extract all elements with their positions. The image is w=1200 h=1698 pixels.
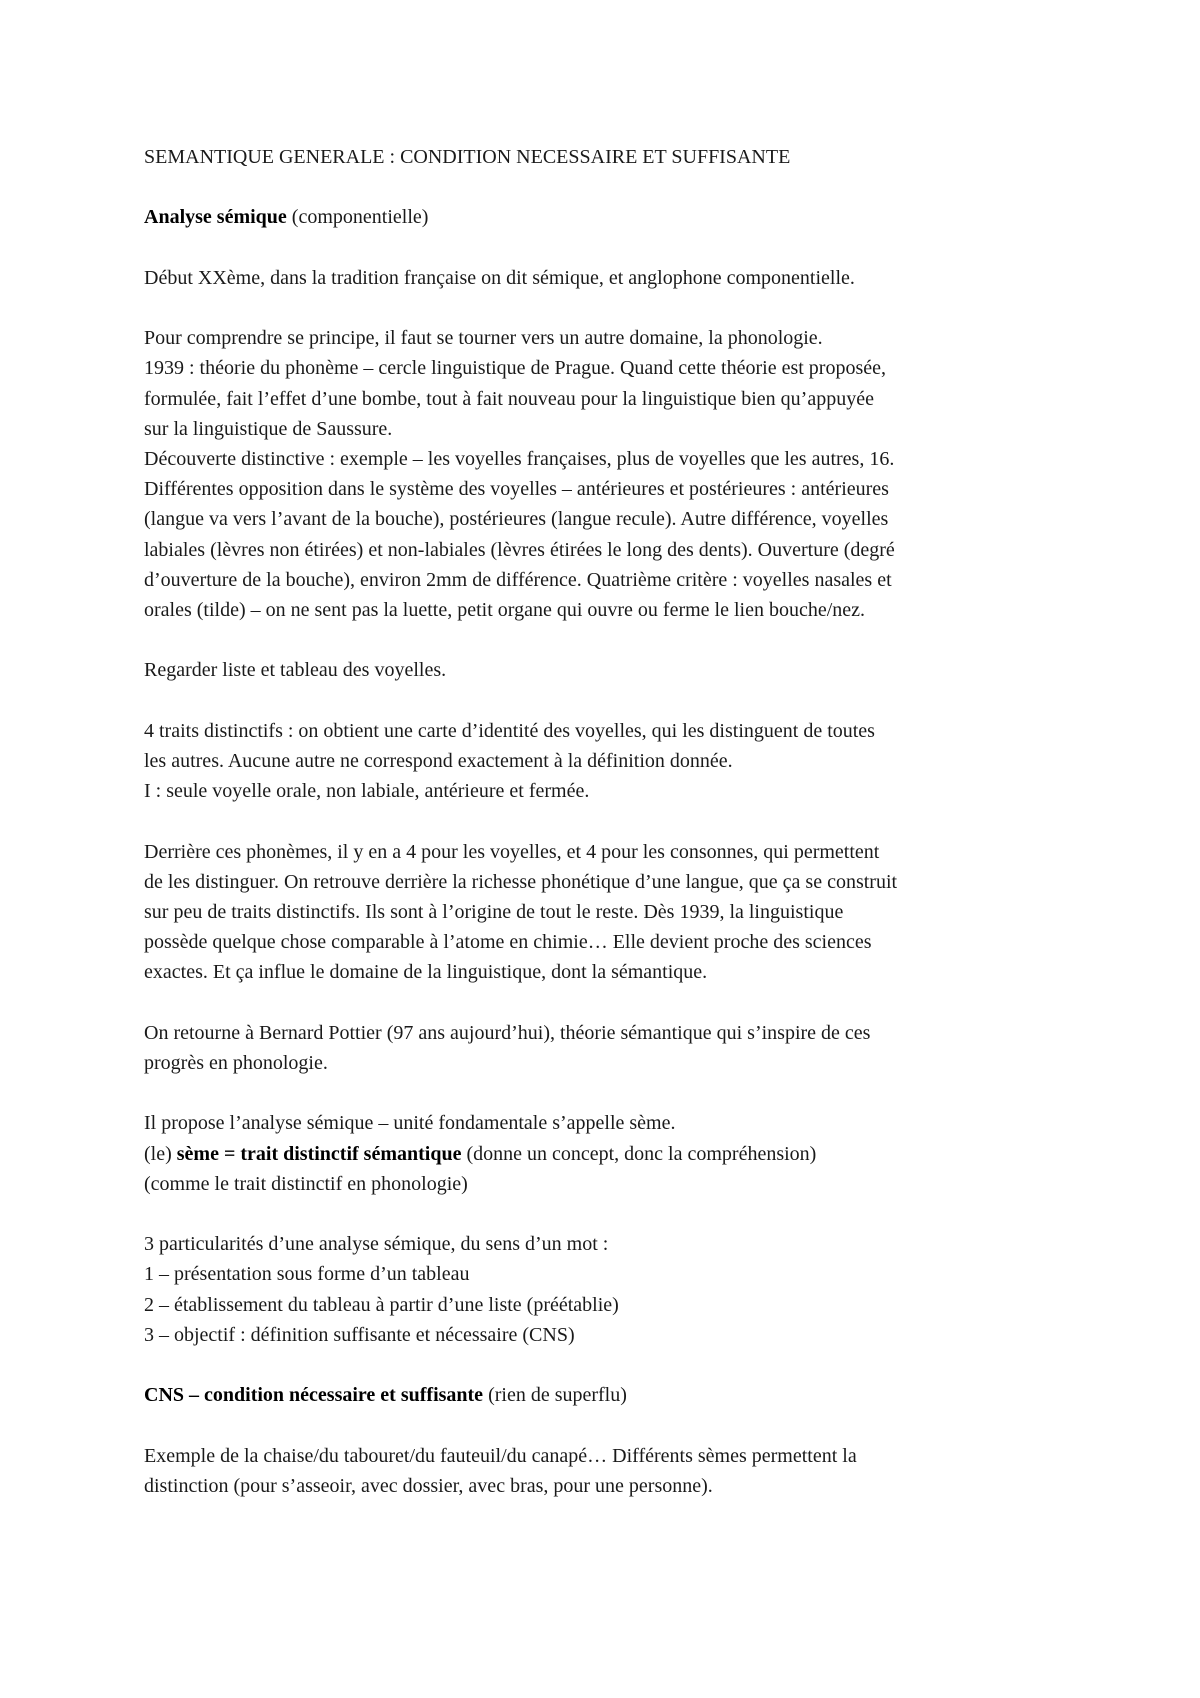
analyse-heading-rest: (componentielle) — [286, 206, 429, 229]
paragraph-line: sur la linguistique de Saussure. — [144, 417, 393, 440]
document-page — [144, 142, 1064, 1501]
cns-heading — [144, 1380, 1064, 1410]
paragraph-line: Il propose l’analyse sémique – unité fondamentale s’appelle sème. — [144, 1112, 676, 1135]
list-item: 1 – présentation sous forme d’un tableau — [144, 1263, 470, 1286]
seme-definition-line — [144, 1139, 1064, 1169]
paragraph-line: orales (tilde) – on ne sent pas la luette, petit organe qui ouvre ou ferme le lien bouche/nez. — [144, 599, 866, 621]
paragraph-line: Derrière ces phonèmes, il y en a 4 pour les voyelles, et 4 pour les consonnes, qui permettent — [144, 840, 880, 863]
list-item: 3 – objectif : définition suffisante et nécessaire (CNS) — [144, 1323, 575, 1346]
paragraph-line: 4 traits distinctifs : on obtient une carte d’identité des voyelles, qui les distinguent de toutes — [144, 719, 875, 742]
seme-definition-bold: sème = trait distinctif sémantique — [176, 1142, 462, 1165]
seme-prefix: (le) — [144, 1142, 177, 1165]
paragraph-line: progrès en phonologie. — [144, 1051, 328, 1074]
paragraph-line: Découverte distinctive : exemple – les voyelles françaises, plus de voyelles que les autres, 16. — [144, 447, 895, 470]
paragraph-line: d’ouverture de la bouche), environ 2mm de différence. Quatrième critère : voyelles nasales et — [144, 568, 892, 591]
analyse-heading-bold: Analyse sémique — [144, 206, 287, 229]
paragraph-line: exactes. Et ça influe le domaine de la linguistique, dont la sémantique. — [144, 961, 708, 984]
paragraph-line: 1939 : théorie du phonème – cercle linguistique de Prague. Quand cette théorie est proposée, — [144, 357, 886, 380]
document-title: SEMANTIQUE GENERALE : CONDITION NECESSAIRE ET SUFFISANTE — [144, 146, 791, 168]
paragraph-line: les autres. Aucune autre ne correspond exactement à la définition donnée. — [144, 749, 733, 772]
paragraph-line: labiales (lèvres non étirées) et non-labiales (lèvres étirées le long des dents). Ouverture (degré — [144, 538, 895, 561]
paragraph-line: Exemple de la chaise/du tabouret/du fauteuil/du canapé… Différents sèmes permettent la — [144, 1444, 857, 1467]
paragraph-line: Pour comprendre se principe, il faut se tourner vers un autre domaine, la phonologie. — [144, 327, 823, 350]
paragraph-line: (comme le trait distinctif en phonologie) — [144, 1172, 468, 1195]
analyse-heading — [144, 202, 1064, 232]
list-item: 2 – établissement du tableau à partir d’une liste (préétablie) — [144, 1293, 619, 1316]
paragraph-line: I : seule voyelle orale, non labiale, antérieure et fermée. — [144, 780, 590, 803]
paragraph-regarder: Regarder liste et tableau des voyelles. — [144, 659, 447, 682]
paragraph-line: distinction (pour s’asseoir, avec dossier, avec bras, pour une personne). — [144, 1474, 713, 1497]
seme-suffix: (donne un concept, donc la compréhension) — [461, 1142, 817, 1165]
paragraph-line: de les distinguer. On retrouve derrière la richesse phonétique d’une langue, que ça se construit — [144, 870, 898, 893]
list-intro: 3 particularités d’une analyse sémique, du sens d’un mot : — [144, 1233, 609, 1256]
paragraph-line: On retourne à Bernard Pottier (97 ans aujourd’hui), théorie sémantique qui s’inspire de ces — [144, 1021, 871, 1044]
cns-heading-rest: (rien de superflu) — [483, 1384, 627, 1407]
paragraph-line: Différentes opposition dans le système des voyelles – antérieures et postérieures : antérieures — [144, 478, 889, 501]
paragraph-debut: Début XXème, dans la tradition française on dit sémique, et anglophone componentielle. — [144, 266, 855, 289]
paragraph-line: formulée, fait l’effet d’une bombe, tout à fait nouveau pour la linguistique bien qu’appuyée — [144, 387, 874, 410]
paragraph-line: (langue va vers l’avant de la bouche), postérieures (langue recule). Autre différence, voyelles — [144, 508, 889, 531]
paragraph-line: possède quelque chose comparable à l’atome en chimie… Elle devient proche des sciences — [144, 931, 872, 954]
cns-heading-bold: CNS – condition nécessaire et suffisante — [144, 1384, 484, 1407]
paragraph-line: sur peu de traits distinctifs. Ils sont à l’origine de tout le reste. Dès 1939, la linguistique — [144, 900, 844, 923]
